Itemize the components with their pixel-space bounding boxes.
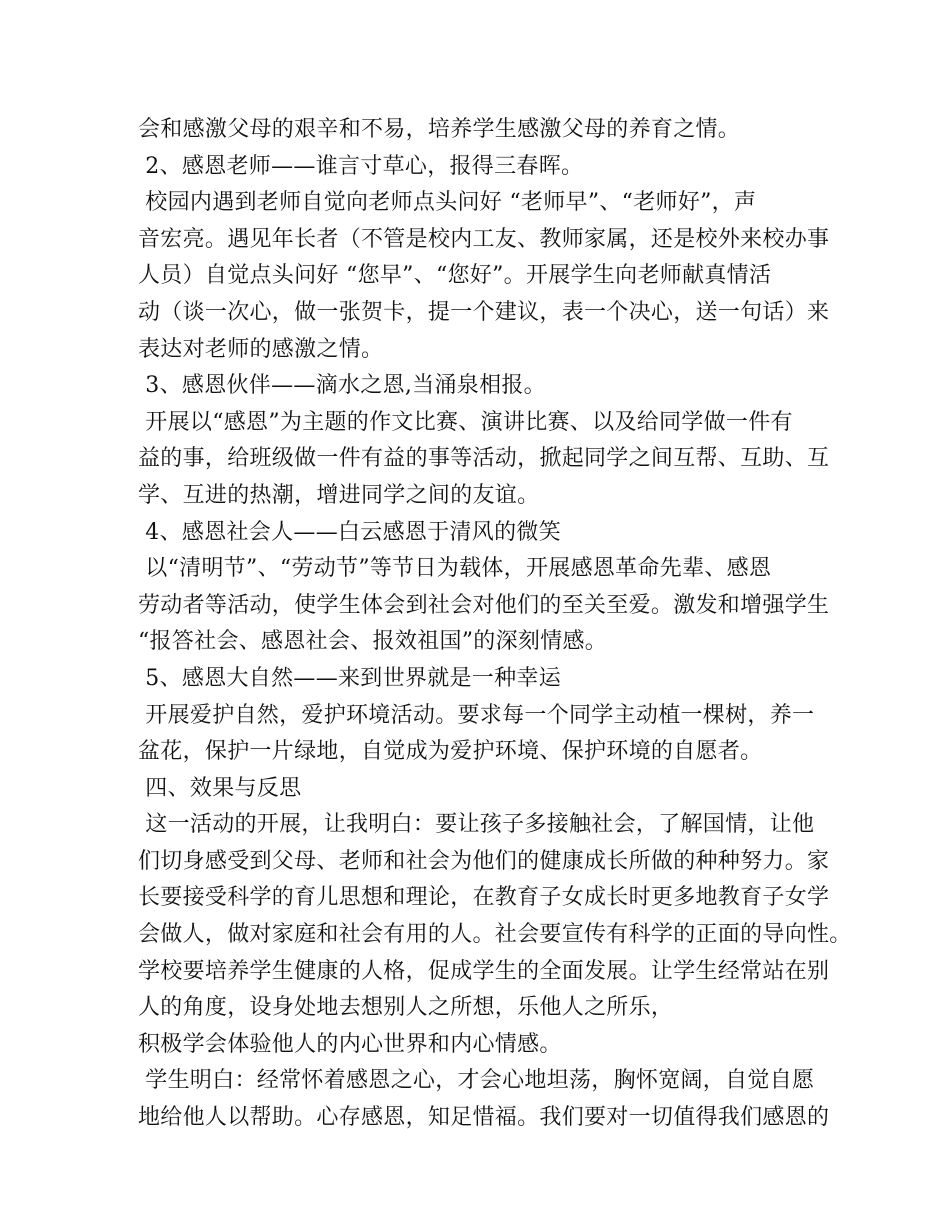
text-line: 音宏亮。遇见年长者（不管是校内工友、教师家属，还是校外来校办事	[138, 226, 830, 252]
text-line: 学校要培养学生健康的人格，促成学生的全面发展。让学生经常站在别	[138, 958, 830, 984]
text-line: 盆花，保护一片绿地，自觉成为爱护环境、保护环境的自愿者。	[138, 739, 763, 765]
section-heading: 2、感恩老师——谁言寸草心，报得三春晖。	[138, 153, 584, 179]
section-heading: 4、感恩社会人——白云感恩于清风的微笑	[138, 519, 561, 545]
text-line: “报答社会、感恩社会、报效祖国”的深刻情感。	[138, 629, 608, 655]
text-line: 人员）自觉点头问好 “您早”、“您好”。开展学生向老师献真情活	[138, 263, 772, 289]
text-line: 人的角度，设身处地去想别人之所想，乐他人之所乐，	[138, 995, 674, 1021]
text-line: 劳动者等活动，使学生体会到社会对他们的至关至爱。激发和增强学生	[138, 592, 830, 618]
text-line: 会和感激父母的艰辛和不易，培养学生感激父母的养育之情。	[138, 117, 741, 142]
text-line: 地给他人以帮助。心存感恩，知足惜福。我们要对一切值得我们感恩的	[138, 1105, 830, 1131]
text-line: 动（谈一次心，做一张贺卡，提一个建议，表一个决心，送一句话）来	[138, 299, 830, 325]
text-line: 益的事，给班级做一件有益的事等活动，掀起同学之间互帮、互助、互	[138, 446, 830, 472]
section-heading: 5、感恩大自然——来到世界就是一种幸运	[138, 665, 561, 691]
text-line: 积极学会体验他人的内心世界和内心情感。	[138, 1031, 562, 1057]
text-line: 开展以“感恩”为主题的作文比赛、演讲比赛、以及给同学做一件有	[138, 409, 793, 435]
section-heading: 3、感恩伙伴——滴水之恩,当涌泉相报。	[138, 373, 546, 399]
text-line: 以“清明节”、“劳动节”等节日为载体，开展感恩革命先辈、感恩	[138, 556, 772, 582]
text-line: 开展爱护自然，爱护环境活动。要求每一个同学主动植一棵树，养一	[138, 702, 815, 728]
text-line: 校园内遇到老师自觉向老师点头问好 “老师早”、“老师好”，声	[138, 190, 757, 216]
text-line: 长要接受科学的育儿思想和理论，在教育子女成长时更多地教育子女学	[138, 885, 830, 911]
text-line: 会做人，做对家庭和社会有用的人。社会要宣传有科学的正面的导向性。	[138, 922, 852, 948]
text-line: 学、互进的热潮，增进同学之间的友谊。	[138, 482, 540, 508]
section-heading: 四、效果与反思	[138, 775, 302, 801]
text-line: 学生明白：经常怀着感恩之心，才会心地坦荡，胸怀宽阔，自觉自愿	[138, 1068, 815, 1094]
text-line: 表达对老师的感激之情。	[138, 336, 384, 362]
text-line: 们切身感受到父母、老师和社会为他们的健康成长所做的种种努力。家	[138, 848, 830, 874]
document-body	[138, 112, 852, 1137]
text-line: 这一活动的开展，让我明白：要让孩子多接触社会，了解国情，让他	[138, 812, 815, 838]
